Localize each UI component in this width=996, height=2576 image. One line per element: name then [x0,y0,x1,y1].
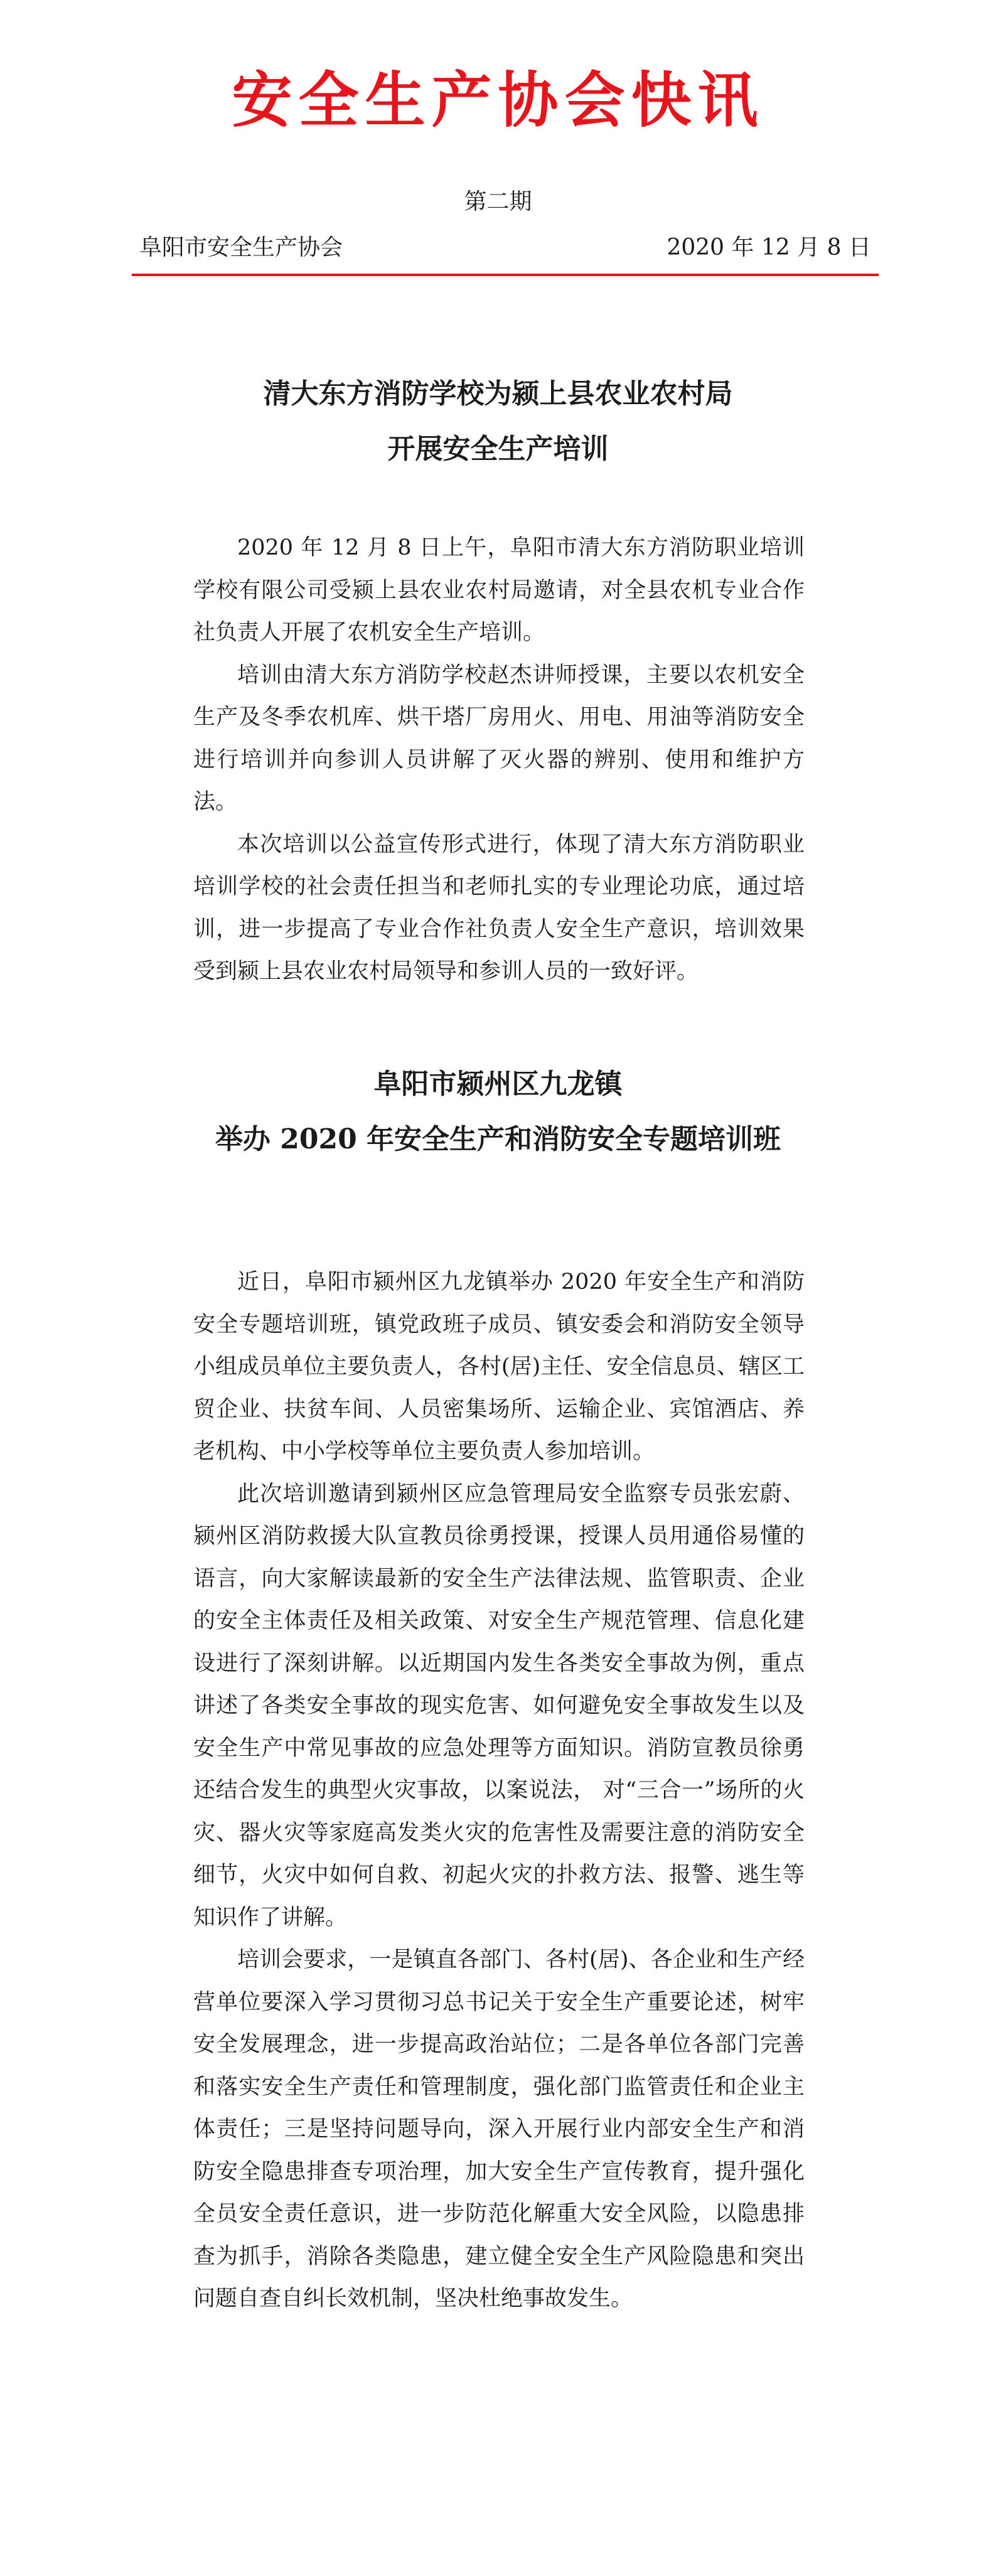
article-1-paragraph: 本次培训以公益宣传形式进行，体现了清大东方消防职业培训学校的社会责任担当和老师扎实的专业理论功底，通过培训，进一步提高了专业合作社负责人安全生产意识，培训效果受到颍上县农业农村局领导和参训人员的一致好评。 [193,831,805,984]
article-1-paragraph: 2020 年 12 月 8 日上午，阜阳市清大东方消防职业培训学校有限公司受颍上县农业农村局邀请，对全县农机专业合作社负责人开展了农机安全生产培训。 [193,535,805,645]
article-2-paragraph: 此次培训邀请到颍州区应急管理局安全监察专员张宏蔚、颍州区消防救援大队宣教员徐勇授课，授课人员用通俗易懂的语言，向大家解读最新的安全生产法律法规、监管职责、企业的安全主体责任及相关政策、对安全生产规范管理、信息化建设进行了深刻讲解。以近期国内发生各类安全事故为例，重点讲述了各类安全事故的现实危害、如何避免安全事故发生以及安全生产中常见事故的应急处理等方面知识。消防宣教员徐勇还结合发生的典型火灾事故，以案说法， 对“三合一”场所的火灾、器火灾等家庭高发类火灾的危害性及需要注意的消防安全细节，火灾中如何自救、初起火灾的扑救方法、报警、逃生等知识作了讲解。 [193,1481,805,1930]
article-2-headline [0,1057,996,1167]
article-2-body [193,1261,805,2321]
article-2-title-line-2: 举办 2020 年安全生产和消防安全专题培训班 [215,1123,781,1155]
article-2-paragraph: 近日，阜阳市颍州区九龙镇举办 2020 年安全生产和消防安全专题培训班，镇党政班子成员、镇安委会和消防安全领导小组成员单位主要负责人，各村(居)主任、安全信息员、辖区工贸企业、扶贫车间、人员密集场所、运输企业、宾馆酒店、养老机构、中小学校等单位主要负责人参加培训。 [193,1269,805,1464]
article-1-title-line-1: 清大东方消防学校为颍上县农业农村局 [263,378,733,410]
issue-number: 第二期 [464,189,532,215]
header-divider [132,274,879,276]
article-1-paragraph: 培训由清大东方消防学校赵杰讲师授课，主要以农机安全生产及冬季农机库、烘干塔厂房用火、用电、用油等消防安全进行培训并向参训人员讲解了灭火器的辨别、使用和维护方法。 [193,662,805,815]
masthead-title: 安全生产协会快讯 [232,65,764,136]
article-1-title-line-2: 开展安全生产培训 [387,433,609,465]
article-2-paragraph: 培训会要求，一是镇直各部门、各村(居)、各企业和生产经营单位要深入学习贯彻习总书记关于安全生产重要论述，树牢安全发展理念，进一步提高政治站位；二是各单位各部门完善和落实安全生产责任和管理制度，强化部门监管责任和企业主体责任；三是坚持问题导向，深入开展行业内部安全生产和消防安全隐患排查专项治理，加大安全生产宣传教育，提升强化全员安全责任意识，进一步防范化解重大安全风险，以隐患排查为抓手，消除各类隐患，建立健全安全生产风险隐患和突出问题自查自纠长效机制，坚决杜绝事故发生。 [193,1947,805,2311]
article-1-headline [0,366,996,477]
article-1-body [193,527,805,993]
publication-date: 2020 年 12 月 8 日 [667,235,871,260]
article-2-title-line-1: 阜阳市颍州区九龙镇 [373,1068,623,1100]
organization-name: 阜阳市安全生产协会 [139,235,343,260]
